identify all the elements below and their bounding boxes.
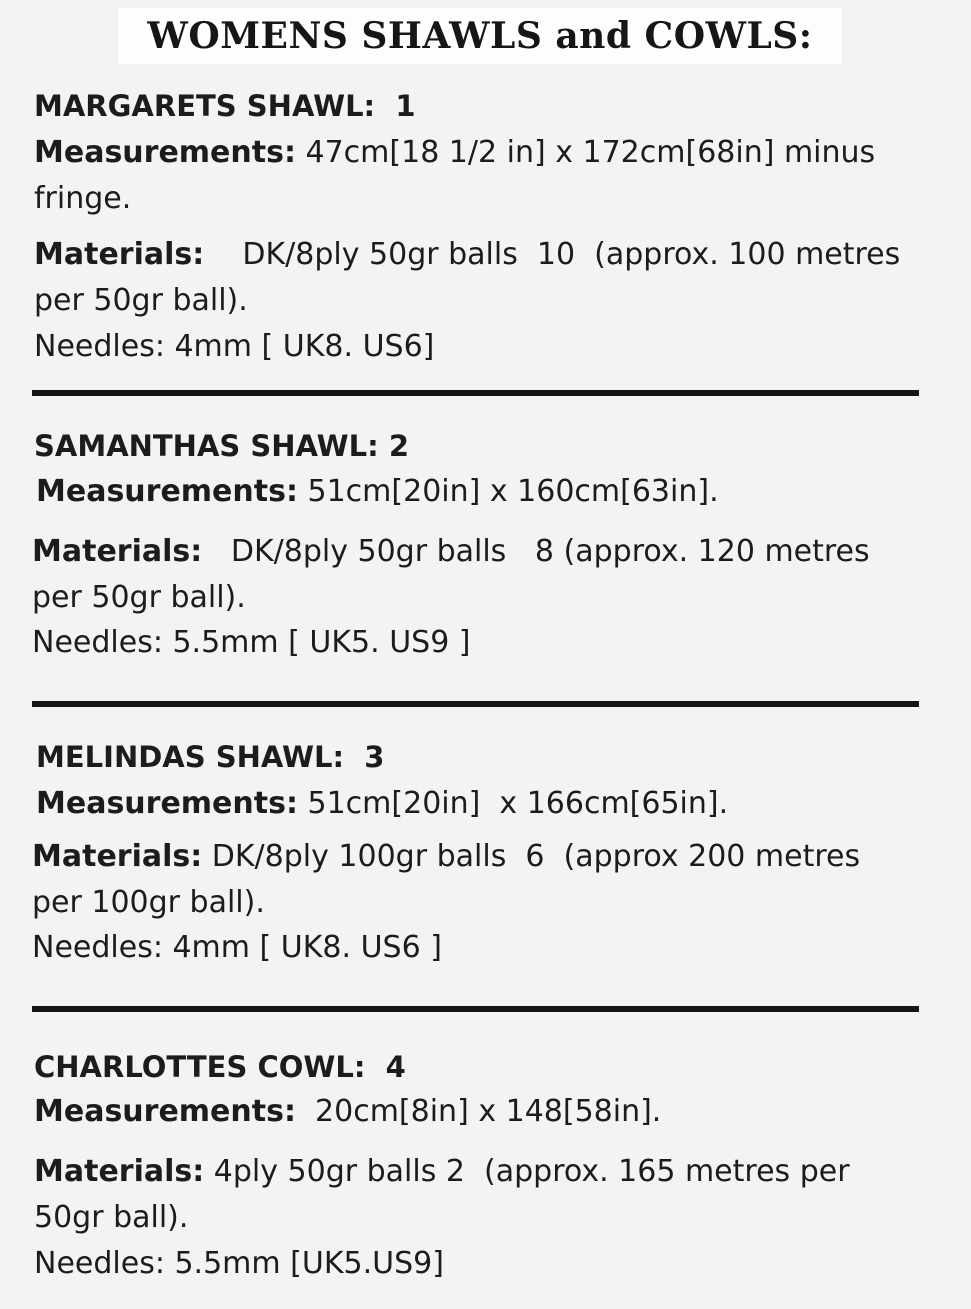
- materials-label: Materials:: [32, 534, 203, 569]
- materials-line: [32, 532, 870, 572]
- section-divider: [32, 701, 919, 707]
- measurements-line: [36, 784, 728, 824]
- materials-label: Materials:: [34, 1154, 205, 1189]
- measurements-line: [36, 472, 719, 512]
- materials-continuation: per 50gr ball).: [32, 580, 246, 615]
- materials-line: [32, 837, 860, 877]
- needles-line: Needles: 5.5mm [ UK5. US9 ]: [32, 625, 471, 660]
- section-divider: [32, 1006, 919, 1012]
- needles-line: Needles: 5.5mm [UK5.US9]: [34, 1246, 444, 1281]
- measurements-label: Measurements:: [36, 474, 298, 509]
- materials-value: DK/8ply 50gr balls 10 (approx. 100 metres: [204, 237, 901, 272]
- materials-value: DK/8ply 50gr balls 8 (approx. 120 metres: [202, 534, 870, 569]
- measurements-line: [34, 1092, 661, 1132]
- materials-continuation: per 50gr ball).: [34, 283, 248, 318]
- measurements-value: 47cm[18 1/2 in] x 172cm[68in] minus: [295, 135, 876, 170]
- section-divider: [32, 390, 919, 396]
- measurements-value: 51cm[20in] x 160cm[63in].: [297, 474, 719, 509]
- page-title: WOMENS SHAWLS and COWLS:: [147, 15, 813, 57]
- measurements-value: 20cm[8in] x 148[58in].: [295, 1094, 662, 1129]
- measurements-value: 51cm[20in] x 166cm[65in].: [297, 786, 729, 821]
- materials-value: DK/8ply 100gr balls 6 (approx 200 metres: [202, 839, 861, 874]
- materials-label: Materials:: [34, 237, 205, 272]
- needles-line: Needles: 4mm [ UK8. US6]: [34, 329, 435, 364]
- measurements-label: Measurements:: [36, 786, 298, 821]
- materials-line: [34, 1152, 850, 1192]
- section-heading: MELINDAS SHAWL: 3: [36, 740, 385, 774]
- materials-label: Materials:: [32, 839, 203, 874]
- materials-continuation: 50gr ball).: [34, 1200, 189, 1235]
- measurements-label: Measurements:: [34, 1094, 296, 1129]
- measurements-line: [34, 133, 875, 173]
- section-heading: MARGARETS SHAWL: 1: [34, 89, 416, 123]
- section-heading: CHARLOTTES COWL: 4: [34, 1050, 406, 1084]
- materials-continuation: per 100gr ball).: [32, 885, 265, 920]
- measurements-label: Measurements:: [34, 135, 296, 170]
- needles-line: Needles: 4mm [ UK8. US6 ]: [32, 930, 442, 965]
- section-heading: SAMANTHAS SHAWL: 2: [34, 429, 410, 463]
- materials-line: [34, 235, 900, 275]
- measurements-continuation: fringe.: [34, 181, 132, 216]
- materials-value: 4ply 50gr balls 2 (approx. 165 metres per: [204, 1154, 850, 1189]
